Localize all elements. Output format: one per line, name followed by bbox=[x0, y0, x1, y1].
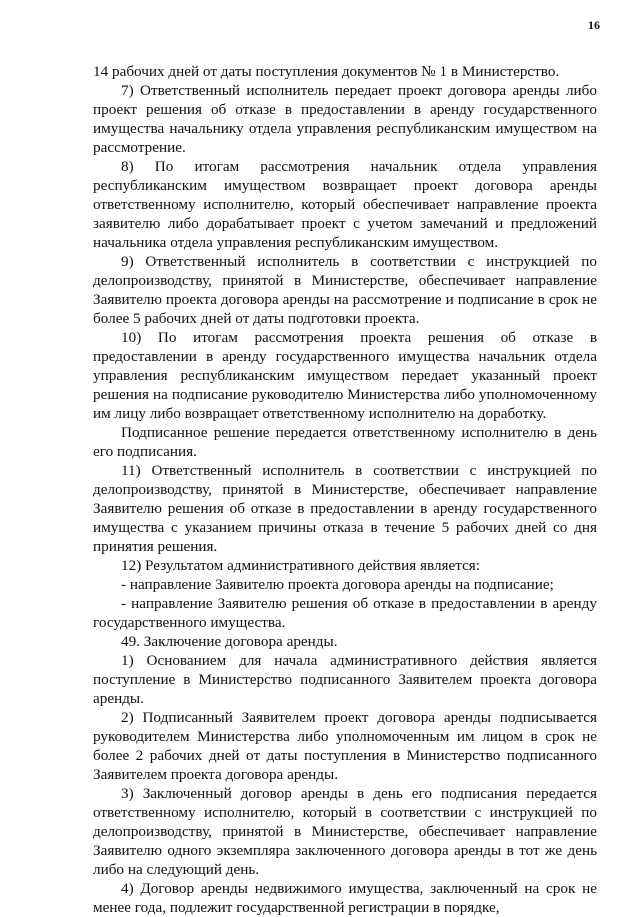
paragraph: 11) Ответственный исполнитель в соответствии с инструкцией по делопроизводству, принятой в Министерстве, обеспечивает направление Заявителю решения об отказе в предоставлении в аренду государственного имущества с указанием причины отказа в течение 5 рабочих дней со дня принятия решения. bbox=[93, 462, 597, 555]
paragraph: - направление Заявителю проекта договора аренды на подписание; bbox=[121, 576, 554, 593]
paragraph: 14 рабочих дней от даты поступления документов № 1 в Министерство. bbox=[93, 63, 560, 80]
paragraph: 4) Договор аренды недвижимого имущества, заключенный на срок не менее года, подлежит государственной регистрации в порядке, bbox=[93, 880, 597, 916]
paragraph: 7) Ответственный исполнитель передает проект договора аренды либо проект решения об отказе в предоставлении в аренду государственного имущества начальнику отдела управления республиканским имуществом на рассмотрение. bbox=[93, 82, 597, 156]
paragraph: 49. Заключение договора аренды. bbox=[121, 633, 338, 650]
paragraph: Подписанное решение передается ответственному исполнителю в день его подписания. bbox=[93, 424, 597, 460]
paragraph: 10) По итогам рассмотрения проекта решения об отказе в предоставлении в аренду государственного имущества начальник отдела управления республиканским имуществом передает указанный проект решения на подписание руководителю Министерства либо уполномоченному им лицу либо возвращает ответственному исполнителю на доработку. bbox=[93, 329, 597, 422]
paragraph: 8) По итогам рассмотрения начальник отдела управления республиканским имуществом возвращает проект договора аренды ответственному исполнителю, который обеспечивает направление проекта заявителю либо дорабатывает проект с учетом замечаний и предложений начальника отдела управления республиканским имуществом. bbox=[93, 158, 597, 251]
paragraph: - направление Заявителю решения об отказе в предоставлении в аренду государственного имущества. bbox=[93, 595, 597, 631]
paragraph: 3) Заключенный договор аренды в день его подписания передается ответственному исполнителю, который в соответствии с инструкцией по делопроизводству, принятой в Министерстве, обеспечивает направление Заявителю одного экземпляра заключенного договора аренды в тот же день либо на следующий день. bbox=[93, 785, 597, 878]
paragraph: 9) Ответственный исполнитель в соответствии с инструкцией по делопроизводству, принятой в Министерстве, обеспечивает направление Заявителю проекта договора аренды на рассмотрение и подписание в срок не более 5 рабочих дней от даты подготовки проекта. bbox=[93, 253, 597, 327]
page-number: 16 bbox=[588, 18, 600, 32]
document-body bbox=[93, 62, 597, 917]
paragraph: 12) Результатом административного действия является: bbox=[121, 557, 481, 574]
paragraph: 1) Основанием для начала административного действия является поступление в Министерство подписанного Заявителем проекта договора аренды. bbox=[93, 652, 597, 707]
paragraph: 2) Подписанный Заявителем проект договора аренды подписывается руководителем Министерства либо уполномоченным им лицом в срок не более 2 рабочих дней от даты поступления в Министерство подписанного Заявителем проекта договора аренды. bbox=[93, 709, 597, 783]
